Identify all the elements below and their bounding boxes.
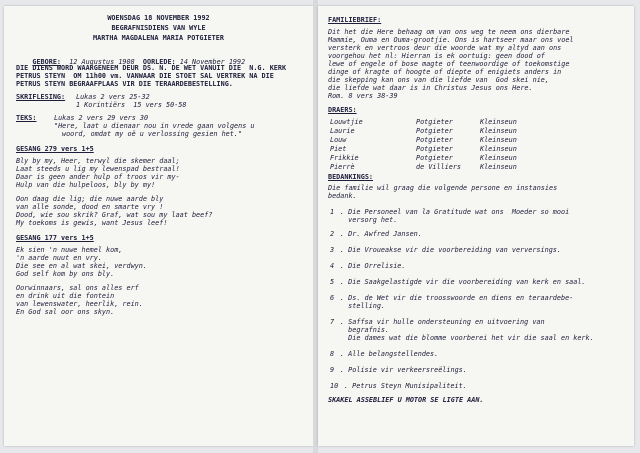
thanks-number: 2 (330, 230, 335, 238)
thanks-text: . Die Personeel van la Gratitude wat ons Moeder so mooi (340, 208, 570, 216)
bearer-relation: Kleinseun (480, 136, 517, 144)
bearer-surname: Potgieter (416, 127, 453, 135)
text-quote-1: "Here, laat u dienaar nou in vrede gaan volgens u (54, 122, 255, 130)
text-label: TEKS: (16, 114, 37, 122)
family-text-line: Mammie, Ouma en Ouma-grootjie. Ons is hartseer maar ons voel (328, 36, 574, 44)
thanks-text: . Die Saakgelastigde vir die voorbereiding van kerk en saal. (340, 278, 586, 286)
family-text-line: versterk en vertroos deur die woorde wat my altyd aan ons (328, 44, 562, 52)
thanks-number: 5 (330, 278, 335, 286)
bearer-name: Louwtjie (330, 118, 363, 126)
family-text-line: lewe of engele of bose magte of teenwoordige of toekomstige (328, 60, 570, 68)
hymn-2-line: God self kom by ons bly. (16, 270, 115, 278)
hymn-1-line: Hulp van die hulpeloos, bly by my! (16, 181, 156, 189)
thanks-number: 10 (330, 382, 339, 390)
thanks-number: 1 (330, 208, 335, 216)
thanks-text: . Alle belangstellendes. (340, 350, 439, 358)
bearer-relation: Kleinseun (480, 163, 517, 171)
bearer-relation: Kleinseun (480, 118, 517, 126)
thanks-text: . Polisie vir verkeersreëlings. (340, 366, 467, 374)
thanks-number: 7 (330, 318, 335, 326)
hymn-2-line: en drink uit die fontein (16, 292, 115, 300)
died-value: 14 November 1992 (179, 58, 246, 66)
hymn-1-line: Oon daag die lig; die nuwe aarde bly (16, 195, 164, 203)
bearer-name: Laurie (330, 127, 355, 135)
family-text-line: Dit het die Here behaag om van ons weg te neem ons dierbare (328, 28, 570, 36)
right-page (318, 6, 634, 446)
hymn-1-line: Dood, wie sou skrik? Graf, wat sou my laat beef? (16, 211, 213, 219)
hymn-2-line: En God sal oor ons skyn. (16, 308, 115, 316)
bearer-surname: Potgieter (416, 118, 453, 126)
bearer-name: Pierrè (330, 163, 355, 171)
thanks-label: BEDANKINGS: (328, 173, 374, 181)
hymn-1-title: GESANG 279 vers 1+5 (16, 145, 94, 153)
bearers-label: DRAERS: (328, 106, 357, 114)
thanks-text: . Dr. Awfred Jansen. (340, 230, 422, 238)
hymn-2-title: GESANG 177 vers 1+5 (16, 234, 94, 242)
born-value: 12 Augustus 1908 (69, 58, 135, 66)
thanks-text: stelling. (340, 302, 386, 310)
thanks-text: Die dames wat die blomme voorberei het vir die saal en kerk. (340, 334, 594, 342)
hymn-1-line: My toekoms is gewis, want Jesus leef! (16, 219, 168, 227)
bearer-relation: Kleinseun (480, 154, 517, 162)
hymn-1-line: van alle sonde, dood en smarte vry ! (16, 203, 164, 211)
bearer-name: Louw (330, 136, 347, 144)
hymn-1-line: Daar is geen ander hulp of troos vir my- (16, 173, 180, 181)
hymn-1-line: Laat steeds u lig my lewenspad bestraal! (16, 165, 180, 173)
text-reference: Lukas 2 vers 29 vers 30 (54, 114, 149, 122)
family-label: FAMILIEBRIEF: (328, 16, 382, 24)
bearer-surname: Potgieter (416, 154, 453, 162)
closing-note: SKAKEL ASSEBLIEF U MOTOR SE LIGTE AAN. (328, 396, 484, 404)
reading-2: 1 Korintiërs 15 vers 50-58 (76, 101, 187, 109)
bearer-name: Frikkie (330, 154, 359, 162)
deceased-name: MARTHA MAGDALENA MARIA POTGIETER (93, 34, 224, 42)
thanks-text: . Saffsa vir hulle ondersteuning en uitvoering van (340, 318, 545, 326)
service-line-3: PETRUS STEYN BEGRAAFPLAAS VIR DIE TERAARDEBESTELLING. (16, 80, 233, 88)
text-quote-2: woord, omdat my oë u verlossing gesien het." (62, 130, 243, 138)
bearer-name: Piet (330, 145, 347, 153)
thanks-text: . Ds. de Wet vir die troosswoorde en diens en teraardebe- (340, 294, 574, 302)
family-text-line: die liefde wat daar is in Christus Jesus ons Here. (328, 84, 533, 92)
bearer-surname: Potgieter (416, 145, 453, 153)
service-line-1: DIE DIENS WORD WAARGENEEM DEUR DS. N. DE WET VANUIT DIE N.G. KERK (16, 64, 287, 72)
bearer-relation: Kleinseun (480, 145, 517, 153)
thanks-number: 8 (330, 350, 335, 358)
born-label: GEBORE: (32, 58, 62, 66)
hymn-2-line: Ek sien 'n nuwe hemel kom, (16, 246, 123, 254)
died-label: OORLEDE: (142, 58, 176, 66)
bearer-surname: Potgieter (416, 136, 453, 144)
service-date: WOENSDAG 18 NOVEMBER 1992 (107, 14, 210, 22)
thanks-text: versorg het. (340, 216, 398, 224)
hymn-2-line: van lewenswater, heerlik, rein. (16, 300, 143, 308)
bearer-relation: Kleinseun (480, 127, 517, 135)
left-page (4, 6, 313, 446)
thanks-intro-line: bedank. (328, 192, 357, 200)
family-text-line: voorgehou het nl: Hierran is ek oortuig: geen dood of (328, 52, 545, 60)
thanks-number: 3 (330, 246, 335, 254)
thanks-number: 4 (330, 262, 335, 270)
bearer-surname: de Villiers (416, 163, 462, 171)
thanks-text: . Die Orrelisie. (340, 262, 406, 270)
thanks-text: . Die Vroueakse vir die voorbereiding van verversings. (340, 246, 561, 254)
reading-1: Lukas 2 vers 25-32 (76, 93, 150, 101)
thanks-text: begrafnis. (340, 326, 390, 334)
thanks-number: 6 (330, 294, 335, 302)
family-text-line: dinge of kragte of hoogte of diepte of enigiets anders in (328, 68, 562, 76)
service-heading: BEGRAFNISDIENS VAN WYLE (111, 24, 206, 32)
hymn-2-line: Oorwinnaars, sal ons alles erf (16, 284, 139, 292)
hymn-1-line: Bly by my, Heer, terwyl die skemer daal; (16, 157, 180, 165)
hymn-2-line: 'n aarde nuut en vry. (16, 254, 102, 262)
thanks-intro-line: Die familie wil graag die volgende persone en instansies (328, 184, 558, 192)
hymn-2-line: Die see en al wat skei, verdwyn. (16, 262, 147, 270)
service-line-2: PETRUS STEYN OM 11h00 vm. VANWAAR DIE STOET SAL VERTREK NA DIE (16, 72, 274, 80)
thanks-text: . Petrus Steyn Munisipaliteit. (344, 382, 467, 390)
reading-label: SKRIFLESING: (16, 93, 66, 101)
thanks-number: 9 (330, 366, 335, 374)
family-reference: Rom. 8 vers 38-39 (328, 92, 398, 100)
family-text-line: die skepping kan ons van die liefde van God skei nie, (328, 76, 549, 84)
